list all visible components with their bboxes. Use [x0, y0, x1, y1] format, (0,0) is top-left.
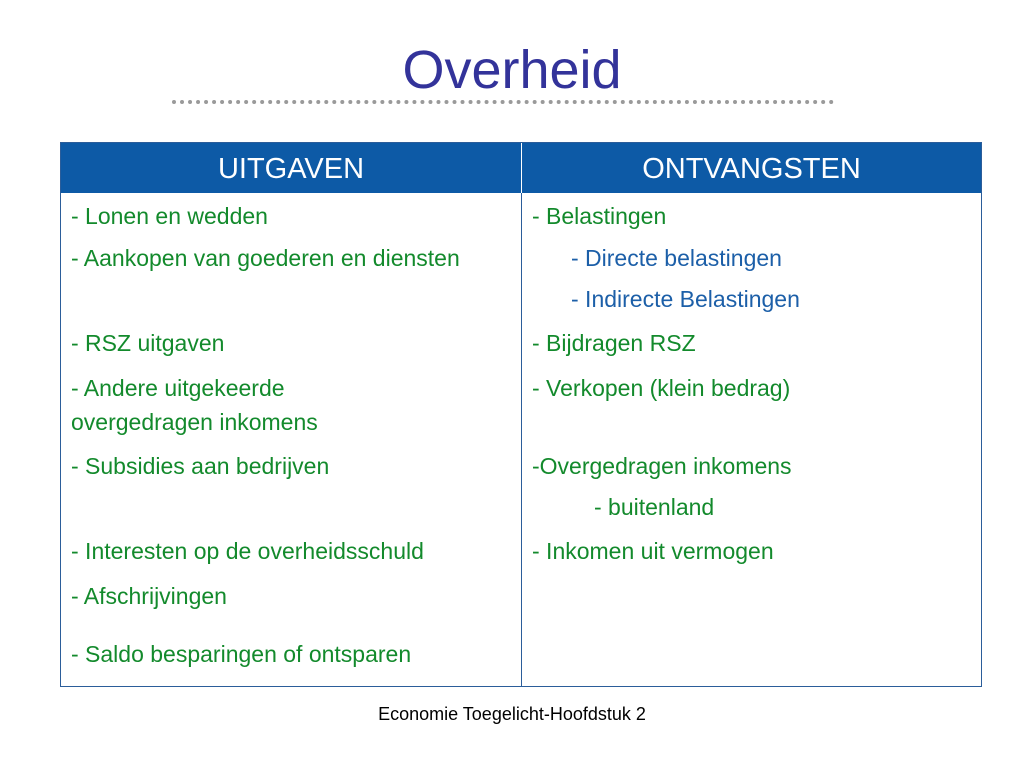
ontvangsten-item-rsz: - Bijdragen RSZ [532, 330, 696, 356]
slide-title: Overheid [402, 40, 622, 100]
ontvangsten-item-belastingen: - Belastingen [532, 203, 667, 229]
uitgaven-item-interesten: - Interesten op de overheidsschuld [71, 538, 424, 564]
overheid-table [60, 142, 982, 687]
ontvangsten-item-verkopen: - Verkopen (klein bedrag) [532, 375, 791, 401]
uitgaven-item-aankopen: - Aankopen van goederen en diensten [71, 245, 460, 271]
uitgaven-item-lonen: - Lonen en wedden [71, 203, 268, 229]
ontvangsten-item-indirecte: - Indirecte Belastingen [571, 286, 800, 312]
column-divider [521, 193, 522, 686]
ontvangsten-item-buitenland: - buitenland [594, 494, 715, 520]
uitgaven-item-afschrijvingen: - Afschrijvingen [71, 583, 227, 609]
table-header-row [61, 143, 981, 193]
uitgaven-item-rsz: - RSZ uitgaven [71, 330, 225, 356]
uitgaven-item-subsidies: - Subsidies aan bedrijven [71, 453, 330, 479]
uitgaven-item-andere: - Andere uitgekeerde overgedragen inkomens [71, 375, 318, 435]
header-ontvangsten: ONTVANGSTEN [642, 153, 861, 185]
ontvangsten-item-overgedragen: -Overgedragen inkomens [532, 453, 792, 479]
slide-footer: Economie Toegelicht-Hoofdstuk 2 [378, 704, 646, 724]
ontvangsten-item-vermogen: - Inkomen uit vermogen [532, 538, 774, 564]
title-dotted-rule [172, 100, 834, 104]
ontvangsten-item-directe: - Directe belastingen [571, 245, 782, 271]
uitgaven-item-saldo: - Saldo besparingen of ontsparen [71, 641, 412, 667]
header-uitgaven: UITGAVEN [217, 153, 365, 185]
